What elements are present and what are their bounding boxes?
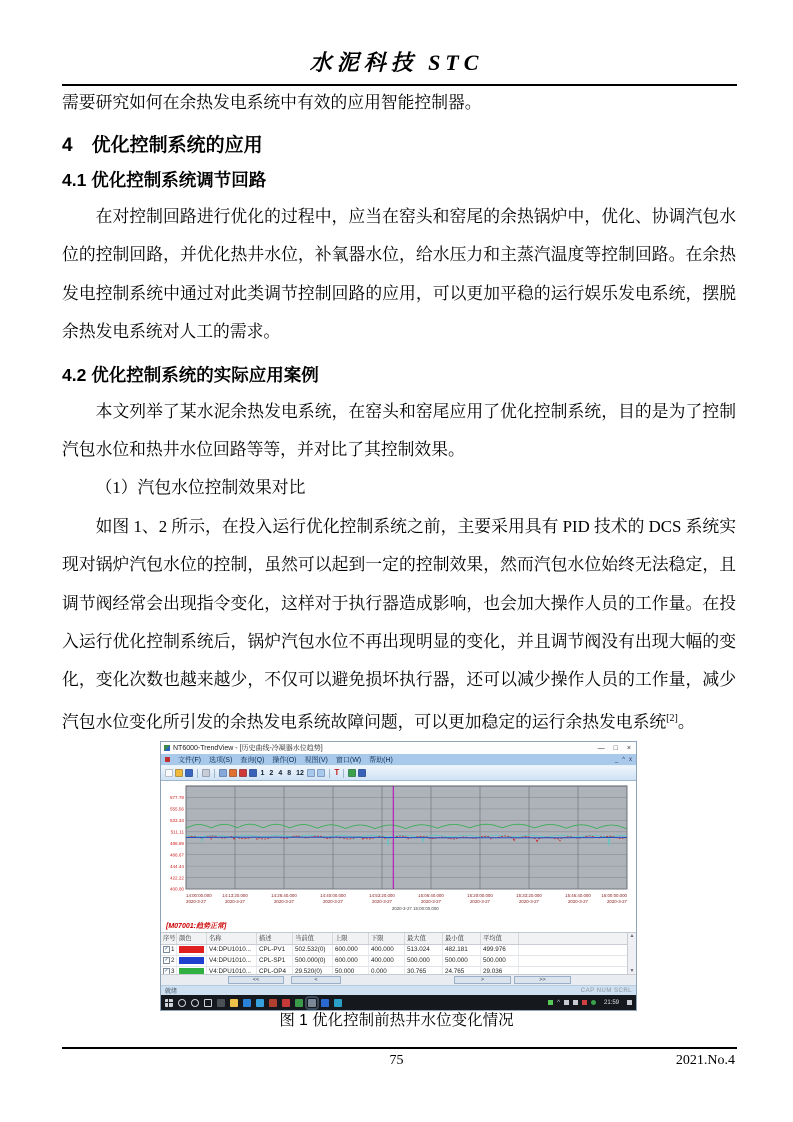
y-tick-label: 466.67 — [169, 852, 184, 858]
intro-paragraph: 需要研究如何在余热发电系统中有效的应用智能控制器。 — [62, 93, 482, 112]
zoom-in-icon[interactable] — [307, 769, 315, 777]
cell-颜色 — [177, 945, 207, 955]
journal-title: 水泥科技 STC — [309, 50, 484, 75]
timebase-button-8[interactable]: 8 — [287, 769, 292, 777]
status-lock-indicators: CAP NUM SCRL — [580, 987, 632, 994]
x-tick-time: 14:26:40.000 — [271, 893, 297, 898]
x-tick-date: 2020-3-27 — [273, 899, 295, 904]
trendview-taskbar-icon[interactable] — [308, 999, 316, 1007]
cell-下限: 400.000 — [369, 956, 405, 966]
task-view-icon[interactable] — [204, 999, 212, 1007]
trendview-window — [160, 741, 637, 1011]
series-color-swatch — [179, 946, 204, 953]
cell-当前值: 500.000(0) — [293, 956, 333, 966]
volume-icon[interactable] — [573, 1000, 578, 1005]
cell-最大值: 500.000 — [405, 956, 443, 966]
cell-序号 — [161, 945, 177, 955]
x-tick-time: 15:46:40.000 — [565, 893, 591, 898]
x-tick-date: 2020-3-27 — [371, 899, 393, 904]
zoom-out-icon[interactable] — [317, 769, 325, 777]
trend-chart-svg — [161, 781, 636, 921]
close-button[interactable]: × — [626, 744, 631, 752]
table-vertical-scrollbar[interactable] — [627, 933, 636, 974]
series-color-swatch — [179, 957, 204, 964]
tray-chevron-icon[interactable]: ^ — [557, 999, 560, 1006]
menu-bar — [161, 754, 636, 765]
cell-最大值: 513.024 — [405, 945, 443, 955]
menu-item-1[interactable]: 选项(S) — [208, 756, 233, 764]
y-tick-label: 400.00 — [169, 886, 184, 892]
save-icon[interactable] — [185, 769, 193, 777]
avatar-icon[interactable] — [591, 1000, 596, 1005]
browser-icon[interactable] — [256, 999, 264, 1007]
start-button[interactable] — [165, 999, 173, 1007]
pen-icon[interactable] — [564, 1000, 569, 1005]
taskbar-clock[interactable]: 21:59 — [603, 999, 619, 1006]
new-icon[interactable] — [165, 769, 173, 777]
scroll-next-button[interactable]: > — [454, 976, 511, 984]
column-header-6: 下限 — [369, 933, 405, 944]
cell-filler — [519, 945, 636, 955]
section-4-1-heading: 4.1 优化控制系统调节回路 — [62, 170, 267, 190]
citation-2: [2] — [666, 712, 678, 724]
column-header-2: 名称 — [207, 933, 257, 944]
y-tick-label: 444.44 — [169, 863, 184, 869]
app-red-icon[interactable] — [269, 999, 277, 1007]
figure-1 — [160, 741, 637, 1011]
cell-最小值: 24.765 — [443, 967, 481, 974]
cell-最大值: 30.765 — [405, 967, 443, 974]
table-row[interactable] — [161, 945, 636, 956]
y-tick-label: 577.78 — [169, 795, 184, 801]
paragraph-4-3-text: 如图 1、2 所示，在投入运行优化控制系统之前，主要采用具有 PID 技术的 DCS 系统实现对锅炉汽包水位的控制，虽然可以起到一定的控制效果，然而汽包水位始终无法稳定，且调节阀经常会出现指令变化，这样对于执行器造成影响，也会加大操作人员的工作量。在投入运行优化控制系统后，锅炉汽包水位不再出现明显的变化，并且调节阀没有出现大幅的变化，变化次数也越来越少，不仅可以避免损坏执行器，还可以减少操作人员的工作量，减少汽包水位变化所引发的余热发电系统故障问题，可以更加稳定的运行余热发电系统 — [62, 516, 736, 732]
cursor-timestamp-label: 2020-3-27 15:00:00.000 — [391, 906, 439, 911]
x-tick-time: 15:33:20.000 — [516, 893, 542, 898]
search-icon[interactable] — [178, 999, 186, 1007]
notification-icon[interactable] — [627, 1000, 632, 1005]
paragraph-4-2: 本文列举了某水泥余热发电系统，在窑头和窑尾应用了优化控制系统，目的是为了控制汽包水位和热井水位回路等等，并对比了其控制效果。 — [62, 401, 736, 460]
restore-button[interactable]: □ — [613, 744, 618, 752]
y-tick-label: 422.22 — [169, 875, 184, 881]
x-tick-date: 2020-3-27 — [606, 899, 627, 904]
scroll-prev-button[interactable]: < — [291, 976, 341, 984]
chart-icon[interactable] — [229, 769, 237, 777]
x-tick-time: 15:20:00.000 — [467, 893, 493, 898]
cell-上限: 600.000 — [333, 945, 369, 955]
cell-当前值: 502.532(0) — [293, 945, 333, 955]
row-checkbox[interactable]: ✓ — [164, 956, 169, 963]
paragraph-4-3 — [62, 508, 736, 742]
copy-icon[interactable] — [219, 769, 227, 777]
y-tick-label: 555.56 — [169, 806, 184, 812]
menu-item-2[interactable]: 查询(Q) — [240, 756, 265, 764]
article-body — [62, 88, 736, 742]
cell-名称: V4:DPU1010... — [207, 945, 257, 955]
cell-filler — [519, 967, 636, 974]
timebase-button-12[interactable]: 12 — [296, 769, 304, 777]
x-tick-time: 15:06:40.000 — [418, 893, 444, 898]
minimize-button[interactable]: — — [597, 744, 605, 752]
x-tick-time: 14:00:00.000 — [186, 893, 212, 898]
window-titlebar[interactable] — [161, 742, 636, 754]
status-ready-text: 就绪 — [165, 989, 178, 995]
cell-名称: V4:DPU1010... — [207, 967, 257, 974]
column-header-4: 当前值 — [293, 933, 333, 944]
cell-上限: 600.000 — [333, 956, 369, 966]
menu-item-6[interactable]: 帮助(H) — [369, 756, 393, 764]
page-number: 75 — [389, 1053, 404, 1068]
row-number: 2 — [171, 957, 175, 964]
cell-描述: CPL-OP4 — [257, 967, 293, 974]
row-number: 1 — [171, 946, 175, 953]
y-tick-label: 511.11 — [170, 829, 184, 835]
trend-status-annotation: [M07001:趋势正常] — [166, 923, 227, 930]
column-header-9: 平均值 — [481, 933, 519, 944]
cell-平均值: 500.000 — [481, 956, 519, 966]
menu-item-4[interactable]: 视图(V) — [304, 756, 328, 764]
timebase-button-4[interactable]: 4 — [278, 769, 283, 777]
toolbar-separator — [214, 769, 215, 778]
toolbar — [161, 765, 636, 781]
help-icon[interactable] — [358, 769, 366, 777]
column-header-3: 描述 — [257, 933, 293, 944]
battery-icon[interactable] — [548, 1000, 553, 1005]
horizontal-scrollbar[interactable] — [161, 974, 636, 985]
y-tick-label: 533.33 — [169, 818, 184, 824]
section-4-2-heading: 4.2 优化控制系统的实际应用案例 — [62, 364, 319, 385]
header-rule — [62, 84, 737, 86]
edge-icon[interactable] — [243, 999, 251, 1007]
trendview-app-icon — [164, 745, 170, 751]
x-tick-time: 14:40:00.000 — [320, 893, 346, 898]
export-icon[interactable] — [348, 769, 356, 777]
cell-序号 — [161, 956, 177, 966]
scroll-down-icon[interactable]: ▼ — [629, 968, 635, 974]
table-row[interactable] — [161, 967, 636, 974]
timebase-button-1[interactable]: 1 — [260, 769, 265, 777]
alarm-icon[interactable] — [239, 769, 247, 777]
toolbar-separator — [343, 769, 344, 778]
cell-描述: CPL-SP1 — [257, 956, 293, 966]
security-app-icon[interactable] — [282, 999, 290, 1007]
scroll-first-button[interactable]: << — [228, 976, 284, 984]
scroll-up-icon[interactable]: ▲ — [629, 933, 635, 939]
issue-number: 2021.No.4 — [675, 1053, 735, 1068]
system-tray — [548, 1000, 596, 1006]
security-tray-icon[interactable] — [582, 1000, 587, 1005]
menu-item-5[interactable]: 窗口(W) — [335, 756, 362, 764]
paragraph-4-1: 在对控制回路进行优化的过程中，应当在窑头和窑尾的余热锅炉中，优化、协调汽包水位的控制回路，并优化热井水位，补氧器水位，给水压力和主蒸汽温度等控制回路。在余热发电控制系统中通过对此类调节控制回路的应用，可以更加平稳的运行娱乐发电系统，摆脱余热发电系统对人工的需求。 — [62, 207, 736, 342]
trend-legend-table — [161, 932, 636, 974]
cell-颜色 — [177, 956, 207, 966]
row-checkbox[interactable]: ✓ — [164, 945, 169, 952]
cell-描述: CPL-PV1 — [257, 945, 293, 955]
x-tick-time: 14:53:20.000 — [369, 893, 395, 898]
cell-当前值: 29.520(0) — [293, 967, 333, 974]
green-app-icon[interactable] — [295, 999, 303, 1007]
status-bar — [161, 985, 636, 995]
x-tick-date: 2020-3-27 — [322, 899, 344, 904]
menu-item-0[interactable]: 文件(F) — [178, 756, 201, 764]
column-header-7: 最大值 — [405, 933, 443, 944]
footer-rule — [62, 1047, 737, 1049]
cell-filler — [519, 956, 636, 966]
print-icon[interactable] — [202, 769, 210, 777]
y-tick-label: 488.89 — [169, 840, 184, 846]
cell-颜色 — [177, 967, 207, 974]
cortana-icon[interactable] — [191, 999, 199, 1007]
cell-下限: 0.000 — [369, 967, 405, 974]
x-tick-time: 14:13:20.000 — [222, 893, 248, 898]
x-tick-time: 16:00:00.000 — [601, 893, 627, 898]
cell-最小值: 500.000 — [443, 956, 481, 966]
list-item-1: （1）汽包水位控制效果对比 — [95, 478, 306, 498]
photos-app-icon[interactable] — [217, 999, 225, 1007]
column-header-1: 颜色 — [177, 933, 207, 944]
column-header-5: 上限 — [333, 933, 369, 944]
clock-icon[interactable] — [249, 769, 257, 777]
toolbar-separator — [329, 769, 330, 778]
x-tick-date: 2020-3-27 — [224, 899, 246, 904]
toolbar-separator — [197, 769, 198, 778]
table-header-row — [161, 933, 636, 945]
section-4-heading: 4 优化控制系统的应用 — [62, 135, 263, 156]
cell-最小值: 482.181 — [443, 945, 481, 955]
menu-item-3[interactable]: 操作(O) — [272, 756, 297, 764]
cell-下限: 400.000 — [369, 945, 405, 955]
x-tick-date: 2020-3-27 — [186, 899, 207, 904]
cell-上限: 50.000 — [333, 967, 369, 974]
text-tool-icon[interactable]: T — [334, 768, 340, 777]
child-restore-button[interactable]: ^ — [622, 756, 625, 763]
file-explorer-icon[interactable] — [230, 999, 238, 1007]
row-checkbox[interactable]: ✓ — [164, 967, 169, 974]
column-header-8: 最小值 — [443, 933, 481, 944]
table-row[interactable] — [161, 956, 636, 967]
child-close-button[interactable]: x — [629, 756, 632, 763]
row-number: 3 — [171, 968, 175, 974]
x-tick-date: 2020-3-27 — [469, 899, 491, 904]
document-icon — [165, 757, 170, 762]
paragraph-4-3-end: 。 — [677, 712, 695, 732]
child-minimize-button[interactable]: _ — [614, 756, 619, 763]
scroll-last-button[interactable]: >> — [514, 976, 571, 984]
column-header-0: 序号 — [163, 935, 176, 942]
x-tick-date: 2020-3-27 — [518, 899, 540, 904]
cell-序号 — [161, 967, 177, 974]
x-tick-date: 2020-3-27 — [567, 899, 589, 904]
x-tick-date: 2020-3-27 — [420, 899, 442, 904]
cell-平均值: 29.036 — [481, 967, 519, 974]
blue-app-icon[interactable] — [321, 999, 329, 1007]
open-icon[interactable] — [175, 769, 183, 777]
trend-chart — [161, 781, 636, 921]
cell-名称: V4:DPU1010... — [207, 956, 257, 966]
column-header-filler — [519, 933, 636, 944]
window-title: NT6000-TrendView - [历史曲线-冷凝器水位趋势] — [173, 745, 323, 752]
timebase-button-2[interactable]: 2 — [269, 769, 274, 777]
teal-app-icon[interactable] — [334, 999, 342, 1007]
figure-1-caption: 图 1 优化控制前热井水位变化情况 — [279, 1012, 514, 1029]
cell-平均值: 499.976 — [481, 945, 519, 955]
